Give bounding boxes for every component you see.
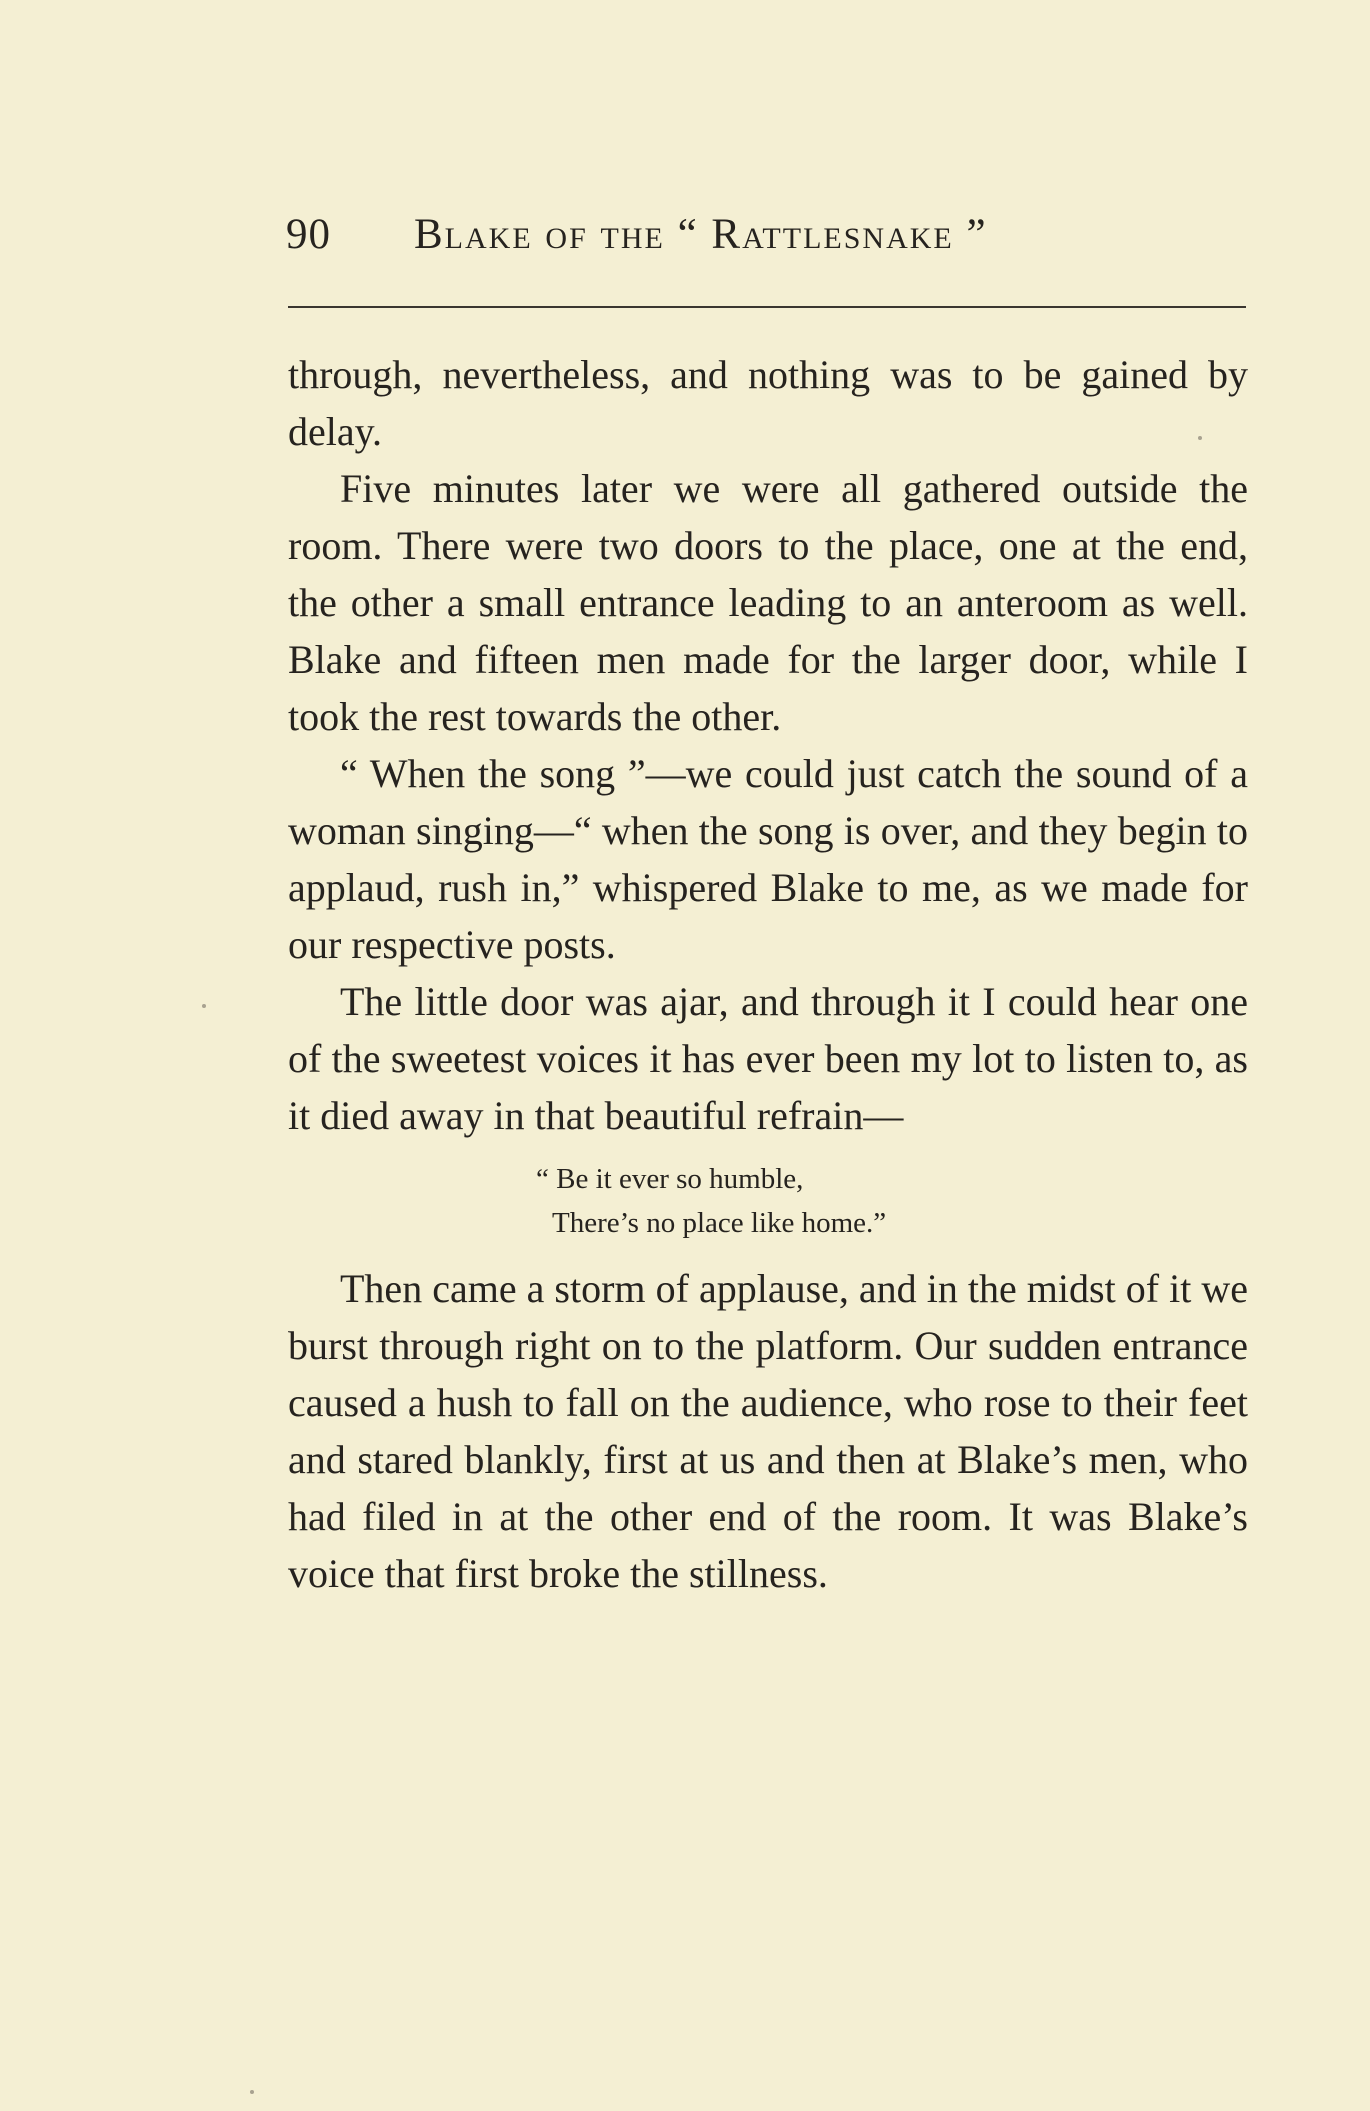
header-rule: [288, 306, 1246, 308]
verse-line: There’s no place like home.”: [552, 1207, 887, 1239]
verse-quote: [288, 1157, 1248, 1245]
paragraph: Five minutes later we were all gathered outside the room. There were two doors to the place, one at the end, the other a small entrance leading to an anteroom as well. Blake and fifteen men made for the larger door, while I took the rest towards the other.: [288, 466, 1248, 739]
body-text: [288, 346, 1248, 1602]
running-title: Blake of the “ Rattlesnake ”: [414, 211, 988, 258]
paragraph: “ When the song ”—we could just catch the sound of a woman singing—“ when the song is over, and they begin to applaud, rush in,” whispered Blake to me, as we made for our respective posts.: [288, 751, 1248, 967]
paragraph: The little door was ajar, and through it I could hear one of the sweetest voices it has ever been my lot to listen to, as it died away in that beautiful refrain—: [288, 979, 1248, 1138]
paper-speck: [250, 2090, 254, 2094]
paragraph-continued: through, nevertheless, and nothing was to be gained by delay.: [288, 352, 1248, 454]
margin-mark: [202, 1004, 206, 1008]
paragraph: Then came a storm of applause, and in the midst of it we burst through right on to the platform. Our sudden entrance caused a hush to fall on the audience, who rose to their feet and stared blankly, first at us and then at Blake’s men, who had filed in at the other end of the room. It was Blake’s voice that first broke the stillness.: [288, 1266, 1248, 1596]
paper-speck: [1198, 436, 1202, 440]
page-header: [286, 210, 1246, 260]
verse-line: “ Be it ever so humble,: [536, 1163, 804, 1195]
page-number: 90: [286, 211, 331, 258]
